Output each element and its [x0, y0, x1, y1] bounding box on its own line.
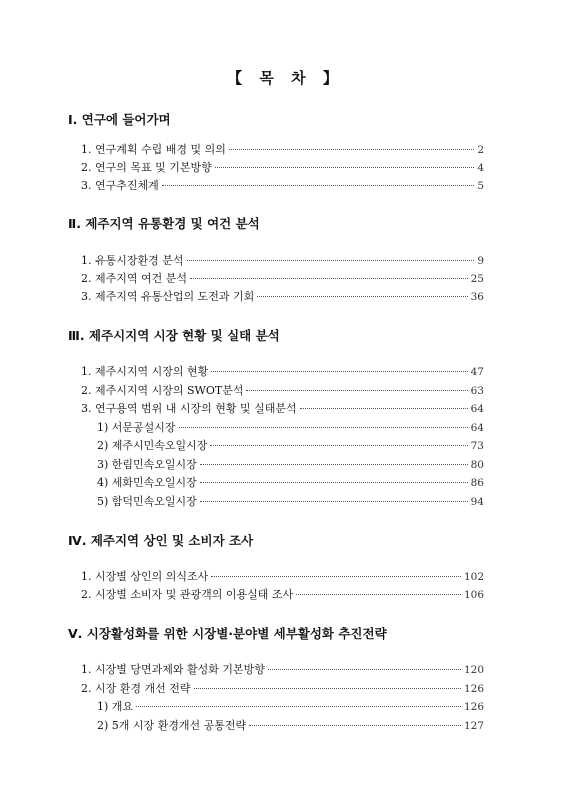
- toc-entry[interactable]: [81, 288, 484, 304]
- section-heading-1: Ⅰ. 연구에 들어가며: [68, 112, 171, 127]
- toc-entry-label: 2) 5개 시장 환경개선 공통전략: [97, 719, 247, 732]
- toc-entry[interactable]: [81, 141, 484, 157]
- toc-entry-label: 1) 개요: [97, 700, 134, 713]
- toc-entry[interactable]: [81, 680, 484, 696]
- toc-entry[interactable]: [81, 363, 484, 379]
- dot-leader: [249, 725, 461, 726]
- toc-entry-page: 86: [470, 477, 484, 489]
- toc-entry-page: 5: [477, 180, 484, 192]
- toc-entry[interactable]: [81, 382, 484, 398]
- toc-entry-page: 106: [463, 589, 484, 601]
- toc-entry-page: 94: [470, 496, 484, 508]
- toc-subentry[interactable]: [97, 456, 484, 472]
- dot-leader: [211, 576, 461, 577]
- dot-leader: [187, 260, 475, 261]
- toc-entry-page: 126: [463, 701, 484, 713]
- toc-subentry[interactable]: [97, 493, 484, 509]
- page-title: 【 목 차 】: [227, 69, 339, 87]
- toc-entry-page: 73: [470, 440, 484, 452]
- toc-entry-page: 120: [463, 664, 484, 676]
- toc-entry-label: 2. 시장별 소비자 및 관광객의 이용실태 조사: [81, 588, 294, 601]
- dot-leader: [257, 296, 467, 297]
- dot-leader: [211, 371, 467, 372]
- toc-entry[interactable]: [81, 661, 484, 677]
- section-heading-3: Ⅲ. 제주시지역 시장 현황 및 실태 분석: [68, 328, 280, 343]
- dot-leader: [136, 706, 461, 707]
- dot-leader: [162, 185, 475, 186]
- section-heading-5: Ⅴ. 시장활성화를 위한 시장별·분야별 세부활성화 추진전략: [68, 626, 387, 641]
- toc-subentry[interactable]: [97, 698, 484, 714]
- toc-entry-label: 4) 세화민속오일시장: [97, 476, 197, 489]
- section-heading-2: Ⅱ. 제주지역 유통환경 및 여건 분석: [68, 216, 260, 231]
- section-heading-4: Ⅳ. 제주지역 상인 및 소비자 조사: [68, 533, 254, 548]
- toc-entry[interactable]: [81, 177, 484, 193]
- toc-entry[interactable]: [81, 586, 484, 602]
- toc-entry-page: 127: [463, 720, 484, 732]
- dot-leader: [200, 482, 468, 483]
- dot-leader: [190, 278, 468, 279]
- dot-leader: [215, 167, 475, 168]
- dot-leader: [210, 445, 467, 446]
- toc-entry-label: 5) 함덕민속오일시장: [97, 495, 197, 508]
- dot-leader: [246, 390, 467, 391]
- dot-leader: [179, 427, 468, 428]
- toc-entry-page: 102: [463, 571, 484, 583]
- toc-entry-label: 2. 시장 환경 개선 전략: [81, 682, 191, 695]
- toc-entry-page: 47: [470, 366, 484, 378]
- toc-entry-label: 1. 유통시장환경 분석: [81, 254, 184, 267]
- toc-entry-label: 1) 서문공설시장: [97, 421, 176, 434]
- toc-entry-label: 1. 시장별 당면과제와 활성화 기본방향: [81, 663, 265, 676]
- toc-entry-page: 64: [470, 422, 484, 434]
- toc-subentry[interactable]: [97, 437, 484, 453]
- dot-leader: [229, 149, 474, 150]
- toc-entry-page: 80: [470, 459, 484, 471]
- toc-entry-label: 1. 연구계획 수립 배경 및 의의: [81, 143, 226, 156]
- toc-entry-page: 9: [477, 255, 484, 267]
- toc-entry-label: 2) 제주시민속오일시장: [97, 439, 208, 452]
- toc-subentry[interactable]: [97, 717, 484, 733]
- dot-leader: [300, 408, 468, 409]
- toc-entry-label: 3) 한림민속오일시장: [97, 458, 197, 471]
- toc-entry-page: 126: [463, 683, 484, 695]
- toc-entry-page: 64: [470, 403, 484, 415]
- toc-entry-label: 3. 연구용역 범위 내 시장의 현황 및 실태분석: [81, 402, 297, 415]
- dot-leader: [200, 464, 468, 465]
- toc-entry[interactable]: [81, 568, 484, 584]
- toc-entry-label: 1. 시장별 상인의 의식조사: [81, 570, 209, 583]
- toc-entry[interactable]: [81, 400, 484, 416]
- toc-entry-label: 2. 제주시지역 시장의 SWOT분석: [81, 384, 244, 397]
- toc-entry-page: 4: [477, 162, 484, 174]
- dot-leader: [200, 501, 468, 502]
- toc-entry-page: 36: [470, 291, 484, 303]
- toc-entry[interactable]: [81, 270, 484, 286]
- toc-entry[interactable]: [81, 159, 484, 175]
- toc-entry-label: 2. 제주지역 여건 분석: [81, 272, 187, 285]
- toc-entry-label: 2. 연구의 목표 및 기본방향: [81, 161, 212, 174]
- dot-leader: [296, 594, 461, 595]
- toc-entry-label: 1. 제주시지역 시장의 현황: [81, 365, 209, 378]
- dot-leader: [194, 688, 461, 689]
- toc-entry-label: 3. 제주지역 유통산업의 도전과 기회: [81, 290, 255, 303]
- toc-entry-page: 2: [477, 144, 484, 156]
- toc-entry[interactable]: [81, 252, 484, 268]
- toc-subentry[interactable]: [97, 474, 484, 490]
- toc-entry-page: 63: [470, 385, 484, 397]
- toc-entry-label: 3. 연구추진체계: [81, 179, 159, 192]
- toc-subentry[interactable]: [97, 419, 484, 435]
- dot-leader: [268, 669, 461, 670]
- toc-entry-page: 25: [470, 273, 484, 285]
